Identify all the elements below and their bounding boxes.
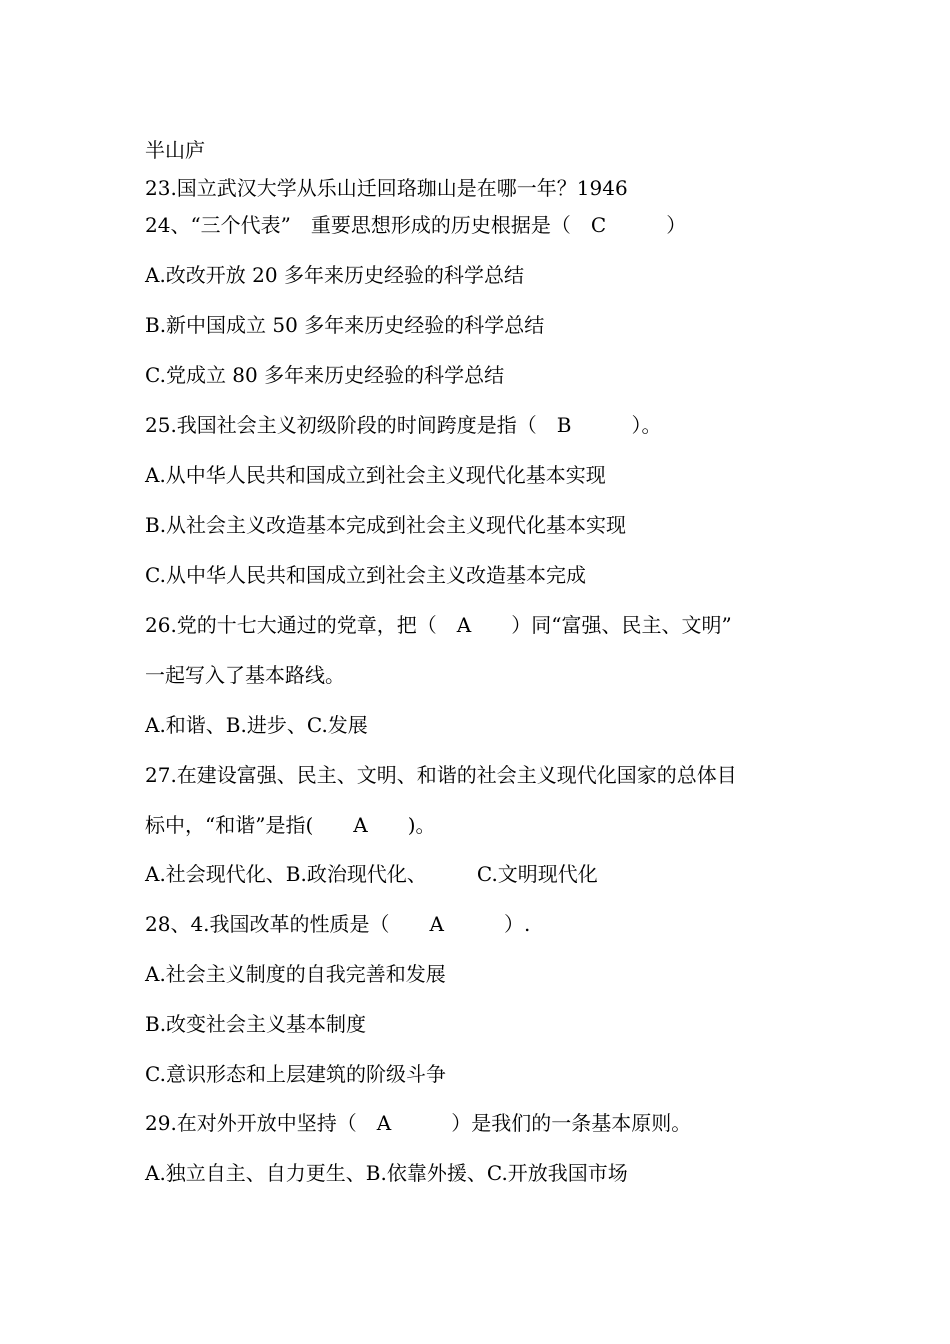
question-29: 29.在对外开放中坚持（ A ）是我们的一条基本原则。 (145, 1111, 692, 1135)
options-26: A.和谐、B.进步、C.发展 (145, 713, 368, 737)
question-28: 28、4.我国改革的性质是（ A ）. (145, 912, 531, 936)
option-25-a: A.从中华人民共和国成立到社会主义现代化基本实现 (145, 463, 606, 487)
option-24-b: B.新中国成立 50 多年来历史经验的科学总结 (145, 313, 545, 337)
question-26-cont: 一起写入了基本路线。 (145, 663, 345, 687)
question-23: 23.国立武汉大学从乐山迁回珞珈山是在哪一年？1946 (145, 176, 628, 200)
question-27: 27.在建设富强、民主、文明、和谐的社会主义现代化国家的总体目 (145, 763, 737, 787)
option-25-c: C.从中华人民共和国成立到社会主义改造基本完成 (145, 563, 586, 587)
option-28-c: C.意识形态和上层建筑的阶级斗争 (145, 1062, 446, 1086)
question-25: 25.我国社会主义初级阶段的时间跨度是指（ B ）。 (145, 413, 662, 437)
option-24-a: A.改改开放 20 多年来历史经验的科学总结 (145, 263, 524, 287)
question-27-cont: 标中，“和谐”是指( A )。 (145, 813, 436, 837)
options-27: A.社会现代化、B.政治现代化、 C.文明现代化 (145, 862, 598, 886)
options-29: A.独立自主、自力更生、B.依靠外援、C.开放我国市场 (145, 1161, 628, 1185)
question-24: 24、“三个代表” 重要思想形成的历史根据是（ C ） (145, 213, 687, 237)
option-28-b: B.改变社会主义基本制度 (145, 1012, 367, 1036)
option-25-b: B.从社会主义改造基本完成到社会主义现代化基本实现 (145, 513, 627, 537)
option-28-a: A.社会主义制度的自我完善和发展 (145, 962, 446, 986)
question-26: 26.党的十七大通过的党章，把（ A ）同“富强、民主、文明” (145, 613, 732, 637)
option-24-c: C.党成立 80 多年来历史经验的科学总结 (145, 363, 505, 387)
line-header: 半山庐 (145, 138, 205, 162)
